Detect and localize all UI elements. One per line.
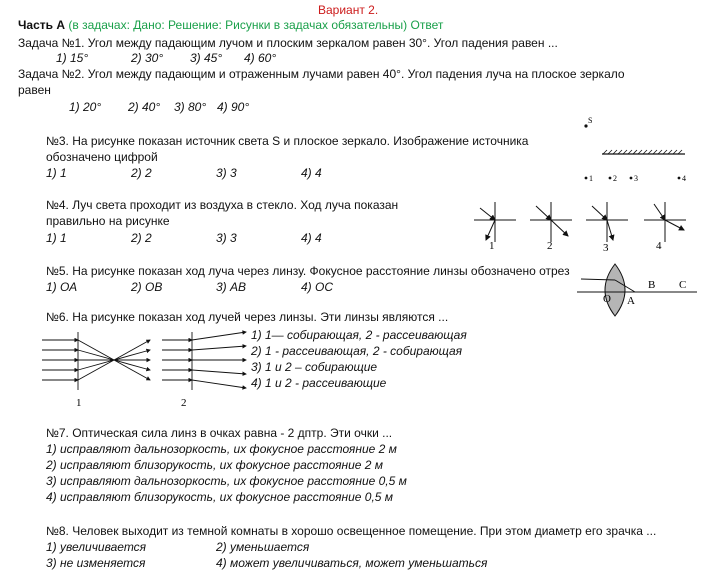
q3-option: 3) 3 — [216, 166, 237, 180]
lens-diagram-label: 2 — [181, 397, 187, 409]
mirror-hatching — [603, 150, 682, 154]
image-point-label: 4 — [682, 174, 686, 183]
lens — [605, 264, 625, 316]
point-o-label: O — [603, 293, 611, 305]
q2-option: 4) 90° — [217, 100, 250, 114]
q1-option: 3) 45° — [190, 51, 223, 65]
q7-option: 1) исправляют дальнозоркость, их фокусное расстояние 2 м — [46, 442, 397, 456]
q6-option: 3) 1 и 2 – собирающие — [251, 360, 378, 374]
q1-text: Задача №1. Угол между падающим лучом и плоским зеркалом равен 30°. Угол падения равен ... — [18, 36, 558, 50]
q3-text-line1: №3. На рисунке показан источник света S и плоское зеркало. Изображение источника — [46, 134, 529, 148]
image-point — [609, 177, 612, 180]
q7-option: 2) исправляют близорукость, их фокусное расстояние 2 м — [46, 458, 384, 472]
refraction-diagram-1 — [474, 202, 516, 242]
q2-option: 2) 40° — [128, 100, 161, 114]
q8-option: 3) не изменяется — [46, 556, 146, 570]
diagram-label: 1 — [489, 240, 495, 252]
q2-text-line2: равен — [18, 83, 51, 97]
image-point — [585, 177, 588, 180]
q3-text-line2: обозначено цифрой — [46, 150, 158, 164]
image-point-label: 3 — [634, 174, 638, 183]
q4-text-line1: №4. Луч света проходит из воздуха в стекло. Ход луча показан — [46, 198, 399, 212]
q5-option: 4) ОС — [301, 280, 334, 294]
refraction-diagram-4 — [644, 202, 686, 242]
source-label: S — [588, 116, 593, 125]
q2-option: 3) 80° — [174, 100, 207, 114]
q8-text: №8. Человек выходит из темной комнаты в хорошо освещенное помещение. При этом диаметр его зрачка ... — [46, 524, 657, 538]
part-header — [18, 18, 443, 32]
q6-option: 2) 1 - рассеивающая, 2 - собирающая — [251, 344, 463, 358]
q5-text: №5. На рисунке показан ход луча через линзу. Фокусное расстояние линзы обозначено отрез — [46, 264, 570, 278]
q4-option: 4) 4 — [301, 231, 322, 245]
variant-title: Вариант 2. — [318, 3, 379, 17]
image-point — [630, 177, 633, 180]
diagram-label: 3 — [603, 242, 609, 254]
q5-option: 3) АВ — [216, 280, 247, 294]
q5-figure — [575, 258, 700, 320]
q5-option: 1) ОА — [46, 280, 78, 294]
part-label: Часть А — [18, 18, 66, 32]
point-a-label: A — [627, 295, 635, 307]
q8-option: 1) увеличивается — [46, 540, 147, 554]
q1-option: 2) 30° — [131, 51, 164, 65]
q7-text: №7. Оптическая сила линз в очках равна - 2 дптр. Эти очки ... — [46, 426, 393, 440]
refraction-diagram-2 — [530, 202, 572, 242]
q6-text: №6. На рисунке показан ход лучей через линзы. Эти линзы являются ... — [46, 310, 449, 324]
image-point-label: 1 — [589, 174, 593, 183]
q3-figure — [575, 112, 700, 190]
q6-figure — [40, 330, 250, 410]
q2-option: 1) 20° — [69, 100, 102, 114]
q3-option: 1) 1 — [46, 166, 67, 180]
diagram-label: 4 — [656, 240, 662, 252]
diagram-label: 2 — [547, 240, 553, 252]
lens-diagram-label: 1 — [76, 397, 82, 409]
q1-option: 4) 60° — [244, 51, 277, 65]
q8-option: 4) может увеличиваться, может уменьшаться — [216, 556, 488, 570]
q3-option: 4) 4 — [301, 166, 322, 180]
image-point — [678, 177, 681, 180]
lens-diagram-1 — [42, 332, 150, 390]
q1-option: 1) 15° — [56, 51, 89, 65]
q7-option: 4) исправляют близорукость, их фокусное расстояние 0,5 м — [46, 490, 394, 504]
image-point-label: 2 — [613, 174, 617, 183]
q4-figure — [470, 196, 700, 256]
q4-option: 3) 3 — [216, 231, 237, 245]
q2-text-line1: Задача №2. Угол между падающим и отраженным лучами равен 40°. Угол падения луча на плоское зеркало — [18, 67, 625, 81]
q8-option: 2) уменьшается — [216, 540, 310, 554]
point-c-label: C — [679, 279, 687, 291]
point-b-label: B — [648, 279, 656, 291]
part-note: (в задачах: Дано: Решение: Рисунки в задачах обязательны) Ответ — [68, 18, 444, 32]
q3-option: 2) 2 — [131, 166, 152, 180]
refraction-diagram-3 — [586, 202, 628, 242]
q4-text-line2: правильно на рисунке — [46, 214, 170, 228]
q4-option: 1) 1 — [46, 231, 67, 245]
q7-option: 3) исправляют дальнозоркость, их фокусное расстояние 0,5 м — [46, 474, 407, 488]
lens-diagram-2 — [162, 332, 246, 390]
q6-option: 1) 1— собирающая, 2 - рассеивающая — [251, 328, 467, 342]
q4-option: 2) 2 — [131, 231, 152, 245]
q5-option: 2) ОВ — [131, 280, 163, 294]
q6-option: 4) 1 и 2 - рассеивающие — [251, 376, 387, 390]
